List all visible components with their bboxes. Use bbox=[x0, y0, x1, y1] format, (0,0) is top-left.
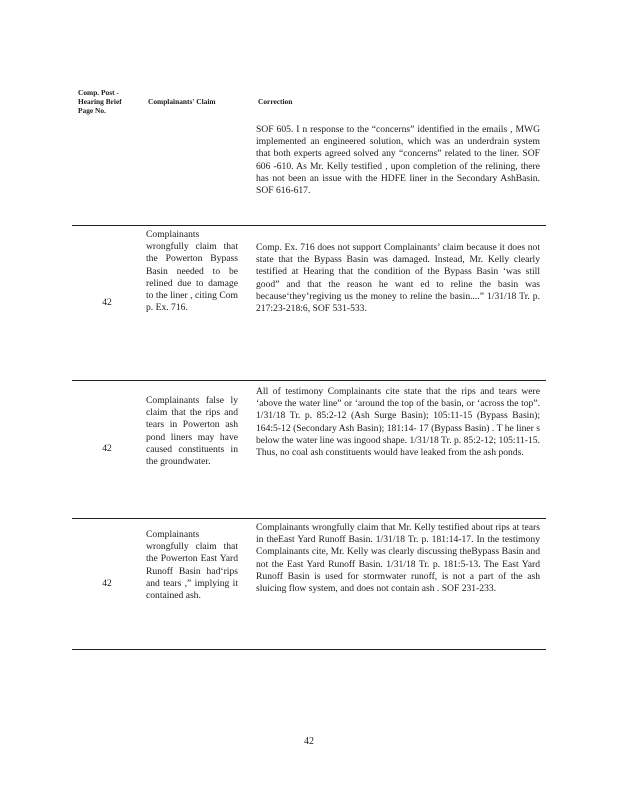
table-row bbox=[72, 226, 546, 381]
corrections-table bbox=[72, 78, 546, 650]
header-claim: Complainants' Claim bbox=[148, 96, 216, 106]
continuation-page-no bbox=[72, 124, 142, 226]
table-row-continuation bbox=[72, 124, 546, 226]
row-page-no: 42 bbox=[72, 519, 142, 650]
row-claim: Complainants wrongfully claim that the Powerton East Yard Runoff Basin had‘rips and tears ,” implying it contained ash. bbox=[142, 519, 252, 650]
table-row bbox=[72, 519, 546, 650]
row-correction: Complainants wrongfully claim that Mr. Kelly testified about rips at tears in theEast Yard Runoff Basin. 1/31/18 Tr. p. 181:14-17. In the testimony Complainants cite, Mr. Kelly was clearly discussing theBypass Basin and not the East Yard Runoff Basin. 1/31/18 Tr. p. 181:5-13. The East Yard Runoff Basin is used for stormwater runoff, is not a part of the ash sluicing flow system, and does not contain ash . SOF 231-233. bbox=[252, 519, 546, 650]
continuation-claim bbox=[142, 124, 252, 226]
table-row bbox=[72, 381, 546, 519]
continuation-correction: SOF 605. I n response to the “concerns” identified in the emails , MWG implemented an engineered solution, which was an underdrain system that both experts agreed solved any “concerns” related to the liner. SOF 606 -610. As Mr. Kelly testified , upon completion of the relining, there has not been an issue with the HDFE liner in the Secondary AshBasin. SOF 616-617. bbox=[252, 124, 546, 226]
header-correction: Correction bbox=[258, 96, 293, 106]
row-page-no: 42 bbox=[72, 226, 142, 381]
table-header-row bbox=[72, 78, 546, 124]
header-page-no: Comp. Post - Hearing Brief Page No. bbox=[78, 87, 122, 115]
row-correction: Comp. Ex. 716 does not support Complainants’ claim because it does not state that the Bypass Basin was damaged. Instead, Mr. Kelly clearly testified at Hearing that the condition of the Bypass Basin ‘was still good” and that the reason he want ed to reline the basin was because‘they’regiving us the money to reline the basin....” 1/31/18 Tr. p. 217:23-218:6, SOF 531-533. bbox=[252, 226, 546, 381]
page-number: 42 bbox=[304, 736, 314, 747]
row-claim: Complainants false ly claim that the rips and tears in Powerton ash pond liners may have caused constituents in the groundwater. bbox=[142, 381, 252, 519]
row-claim: Complainants wrongfully claim that the Powerton Bypass Basin needed to be relined due to damage to the liner , citing Com p. Ex. 716. bbox=[142, 226, 252, 381]
row-correction: All of testimony Complainants cite state that the rips and tears were ‘above the water line” or ‘around the top of the basin, or ‘across the top”. 1/31/18 Tr. p. 85:2-12 (Ash Surge Basin); 105:11-15 (Bypass Basin); 164:5-12 (Secondary Ash Basin); 181:14- 17 (Bypass Basin) . T he liner s below the water line was ingood shape. 1/31/18 Tr. p. 85:2-12; 105:11-15. Thus, no coal ash constituents would have leaked from the ash ponds. bbox=[252, 381, 546, 519]
row-page-no: 42 bbox=[72, 381, 142, 519]
